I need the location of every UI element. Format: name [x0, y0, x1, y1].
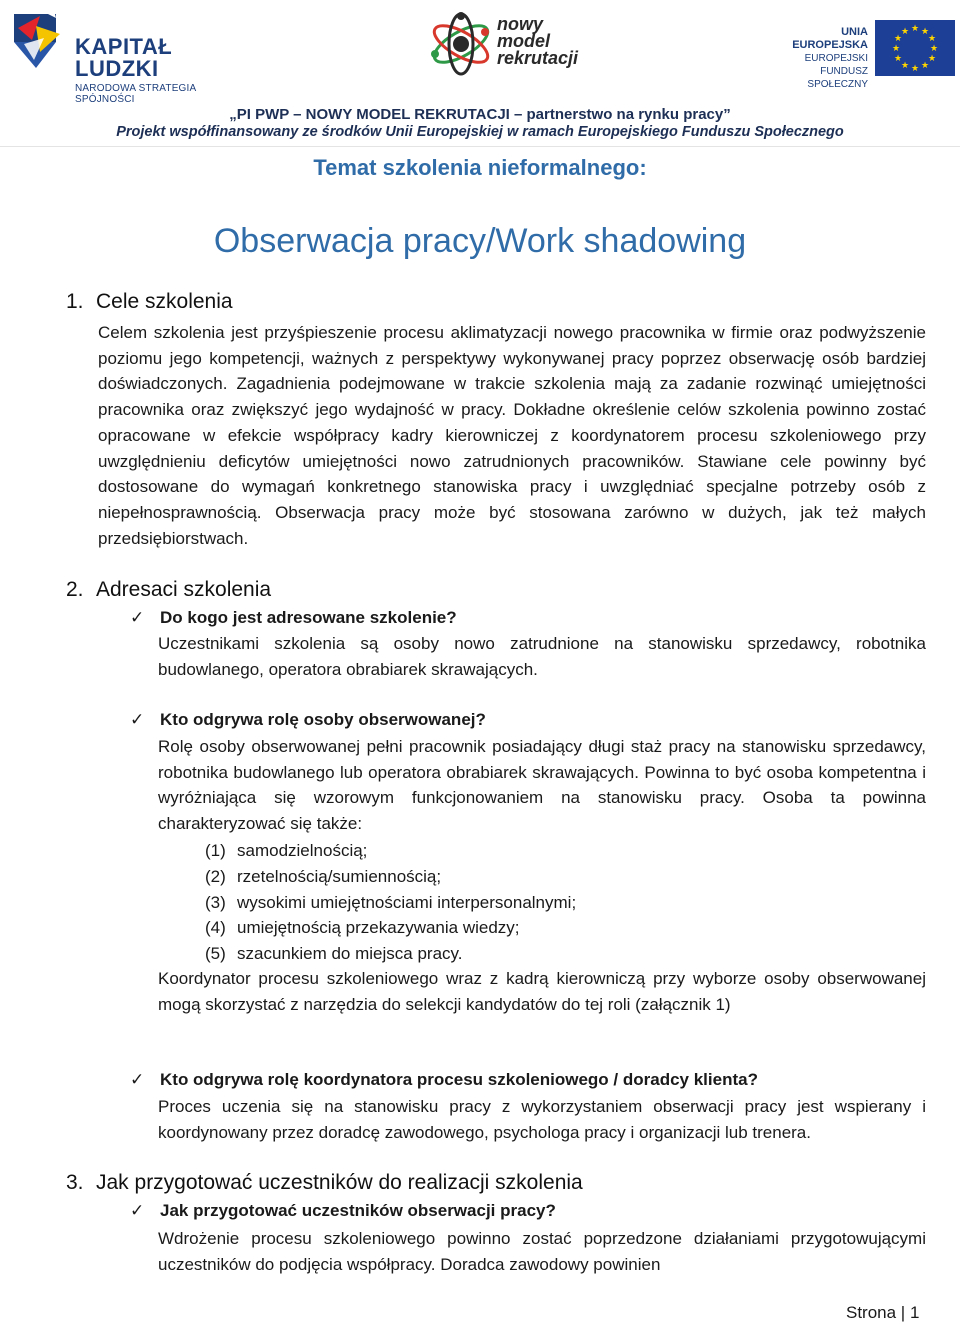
list-item-text: samodzielnością;	[237, 841, 368, 860]
list-item-number: (4)	[205, 918, 226, 938]
section-2-title: Adresaci szkolenia	[96, 578, 272, 601]
section-3-number: 3.	[66, 1171, 84, 1194]
list-item	[205, 890, 576, 916]
page-header	[0, 0, 960, 150]
section-1-body: Celem szkolenia jest przyśpieszenie procesu aklimatyzacji nowego pracownika w firmie oraz podwyższenie poziomu jego kompetencji, ważnych z perspektywy wykonywanej pracy poprzez obserwację osób bardziej doświadczonych. Zagadnienia podejmowane w trakcie szkolenia mają za zadanie rozwinąć umiejętności pracownika oraz zwiększyć jego wydajność w pracy. Dokładne określenie celów szkolenia powinno zostać opracowane w efekcie współpracy kadry kierowniczej z koordynatorem procesu szkoleniowego przy uwzględnieniu deficytów umiejętności nowo zatrudnionych pracowników. Stawiane cele powinny być dostosowane do wymagań konkretnego stanowiska pracy i uwzględniać specjalne potrzeby osób z niepełnosprawnością. Obserwacja pracy może być stosowana zarówno w dużych, jak też małych przedsiębiorstwach.	[98, 323, 926, 548]
list-item-text: szacunkiem do miejsca pracy.	[237, 944, 463, 964]
question-2	[130, 710, 486, 730]
list-item	[205, 864, 576, 890]
section-3-title: Jak przygotować uczestników do realizacji szkolenia	[96, 1171, 583, 1194]
eu-logo	[765, 20, 955, 90]
section-1-heading	[66, 290, 233, 314]
svg-text:★: ★	[910, 64, 920, 74]
project-title: „PI PWP – NOWY MODEL REKRUTACJI – partnerstwo na rynku pracy”	[229, 106, 731, 123]
eu-line-1: UNIA EUROPEJSKA	[792, 26, 868, 51]
checkmark-icon: ✓	[130, 1201, 145, 1220]
section-3-heading	[66, 1171, 583, 1195]
eu-text	[765, 26, 868, 91]
section-2-number: 2.	[66, 578, 84, 601]
svg-text:★: ★	[893, 54, 903, 64]
nowy-model-rekrutacji-logo	[425, 10, 595, 80]
list-item-number: (1)	[205, 841, 226, 860]
kapital-ludzki-logo	[10, 8, 245, 105]
list-item	[205, 915, 576, 941]
list-item	[205, 838, 576, 864]
list-item-number: (5)	[205, 944, 226, 964]
svg-text:★: ★	[893, 34, 903, 44]
kapital-ludzki-subtitle: NARODOWA STRATEGIA SPÓJNOŚCI	[75, 83, 196, 105]
svg-text:★: ★	[920, 61, 930, 71]
answer-3: Proces uczenia się na stanowisku pracy z wykorzystaniem obserwacji pracy jest wspierany i koordynowany przez doradcę zawodowego, psychologa pracy i organizacji lub trenera.	[158, 1097, 926, 1142]
question-4-text: Jak przygotować uczestników obserwacji pracy?	[160, 1201, 556, 1220]
atom-people-icon	[425, 10, 497, 76]
document-title: Obserwacja pracy/Work shadowing	[213, 222, 747, 260]
nowy-model-rekrutacji-text	[497, 16, 578, 67]
list-item	[205, 941, 576, 967]
section-2-heading	[66, 578, 271, 602]
eu-line-2: EUROPEJSKI	[804, 53, 868, 64]
svg-text:★: ★	[910, 24, 920, 34]
question-1	[130, 608, 457, 628]
nmr-line-2: model	[497, 31, 551, 51]
svg-text:★: ★	[927, 34, 937, 44]
answer-4: Wdrożenie procesu szkoleniowego powinno zostać poprzedzone działaniami przygotowującymi uczestników do podjęcia współpracy. Doradca zawodowy powinien	[158, 1229, 926, 1274]
checkmark-icon: ✓	[130, 608, 145, 627]
svg-text:★: ★	[927, 54, 937, 64]
answer-2-continued: Koordynator procesu szkoleniowego wraz z kadrą kierowniczą przy wyborze osoby obserwowanej mogą skorzystać z narzędzia do selekcji kandydatów do tej roli (załącznik 1)	[158, 969, 926, 1014]
question-4	[130, 1201, 556, 1221]
checkmark-icon: ✓	[130, 710, 145, 729]
checkmark-icon: ✓	[130, 1070, 145, 1089]
list-item-number: (3)	[205, 892, 226, 912]
page-number: Strona | 1	[846, 1303, 920, 1322]
question-3	[130, 1070, 758, 1090]
list-item-text: wysokimi umiejętnościami interpersonalnymi;	[237, 892, 577, 912]
eu-line-3: FUNDUSZ SPOŁECZNY	[807, 66, 868, 90]
nmr-line-3: rekrutacji	[497, 48, 579, 68]
kapital-ludzki-emblem-icon	[10, 8, 66, 74]
traits-list	[205, 838, 576, 967]
kapital-ludzki-name: KAPITAŁ LUDZKI	[75, 34, 173, 81]
question-1-text: Do kogo jest adresowane szkolenie?	[160, 608, 457, 627]
header-divider	[0, 146, 960, 147]
svg-text:★: ★	[891, 44, 901, 54]
answer-2: Rolę osoby obserwowanej pełni pracownik posiadający długi staż pracy na stanowisku sprzedawcy, robotnika budowlanego lub operatora obrabiarek skrawających. Powinna to być osoba kompetentna i wyróżniająca się wzorowym funkcjonowaniem na stanowisku pracy. Osoba ta powinna charakteryzować się także:	[158, 737, 926, 834]
topic-heading: Temat szkolenia nieformalnego:	[313, 155, 647, 180]
question-2-text: Kto odgrywa rolę osoby obserwowanej?	[160, 710, 486, 729]
answer-1: Uczestnikami szkolenia są osoby nowo zatrudnione na stanowisku sprzedawcy, robotnika budowlanego, operatora obrabiarek skrawających.	[158, 634, 926, 679]
list-item-number: (2)	[205, 866, 226, 886]
nmr-line-1: nowy	[497, 14, 544, 34]
eu-flag-icon	[875, 20, 955, 76]
project-subtitle: Projekt współfinansowany ze środków Unii Europejskiej w ramach Europejskiego Funduszu Społecznego	[116, 124, 844, 140]
question-3-text: Kto odgrywa rolę koordynatora procesu szkoleniowego / doradcy klienta?	[160, 1070, 758, 1089]
svg-text:★: ★	[900, 61, 910, 71]
section-1-title: Cele szkolenia	[96, 290, 233, 313]
svg-text:★: ★	[920, 27, 930, 37]
list-item-text: umiejętnością przekazywania wiedzy;	[237, 918, 520, 938]
svg-text:★: ★	[900, 27, 910, 37]
section-1-number: 1.	[66, 290, 84, 313]
list-item-text: rzetelnością/sumiennością;	[237, 866, 442, 886]
svg-text:★: ★	[929, 44, 939, 54]
